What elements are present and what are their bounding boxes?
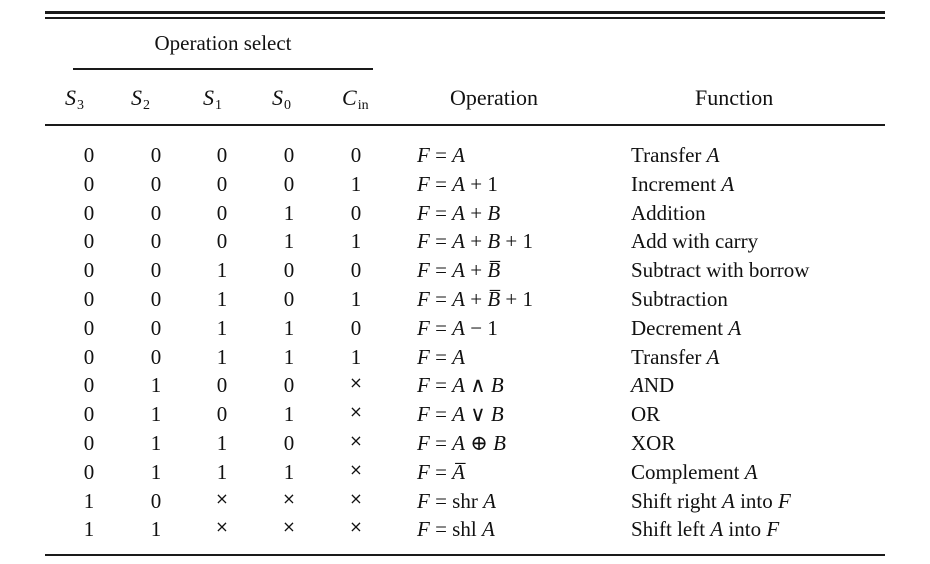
cell-s3: 0	[83, 258, 95, 283]
cell-s1: 0	[216, 143, 228, 167]
cell-s2: 1	[150, 402, 162, 427]
cell-operation: F = A + B̅	[417, 258, 501, 283]
cell-cin: 0	[350, 200, 362, 225]
cell-s3: 0	[83, 402, 95, 427]
cell-s2: 1	[150, 459, 162, 484]
cell-cin: 1	[350, 171, 362, 196]
cell-cin: 0	[350, 315, 362, 340]
bottom-rule	[45, 554, 885, 556]
cell-cin: ×	[349, 459, 363, 479]
cell-s3: 0	[83, 171, 95, 196]
cell-operation: F = A + B̅ + 1	[417, 287, 534, 311]
header-operation: Operation	[450, 85, 538, 110]
cell-s2: 1	[150, 431, 162, 455]
cell-s0: 1	[283, 402, 295, 427]
cell-s0: ×	[282, 488, 296, 508]
cell-function: Add with carry	[631, 229, 759, 254]
cell-s0: 0	[283, 431, 295, 455]
cell-function: Complement A	[631, 459, 758, 484]
cell-s2: 0	[150, 229, 162, 254]
cell-s0: 0	[283, 171, 295, 196]
cell-function: Transfer A	[631, 143, 720, 167]
cell-operation: F = A + B	[417, 200, 501, 225]
cell-s3: 0	[83, 287, 95, 311]
cell-cin: ×	[349, 488, 363, 508]
cell-s1: 0	[216, 229, 228, 254]
cell-s3: 0	[83, 229, 95, 254]
header-cin: $C_{in}$	[342, 85, 369, 113]
header-rule	[45, 124, 885, 126]
cell-cin: ×	[349, 373, 363, 393]
cell-s0: 1	[283, 229, 295, 254]
cell-s0: ×	[282, 517, 296, 537]
cell-s2: 1	[150, 517, 162, 542]
header-s0: $S_0$	[272, 85, 291, 113]
cell-operation: F = A − 1	[417, 315, 498, 340]
cell-s0: 0	[283, 287, 295, 311]
cell-cin: 1	[350, 229, 362, 254]
cell-s1: 0	[216, 200, 228, 225]
cell-function: Increment A	[631, 171, 735, 196]
cell-cin: 1	[350, 287, 362, 311]
cell-s0: 1	[283, 459, 295, 484]
cell-operation: F = A	[417, 143, 465, 167]
cell-s2: 1	[150, 373, 162, 398]
cell-s3: 0	[83, 373, 95, 398]
table-row	[0, 517, 930, 545]
cell-cin: 1	[350, 344, 362, 369]
cell-operation: F = A̅	[417, 459, 465, 484]
cell-s1: 0	[216, 373, 228, 398]
top-double-rule-lower	[45, 17, 885, 19]
table-row	[0, 402, 930, 430]
table-row	[0, 143, 930, 171]
cell-operation: F = shl A	[417, 517, 495, 542]
table-row	[0, 373, 930, 401]
cell-s1: ×	[215, 517, 229, 537]
table-row	[0, 172, 930, 200]
cell-function: Addition	[631, 200, 706, 225]
cell-function: Decrement A	[631, 315, 742, 340]
cell-s3: 0	[83, 459, 95, 484]
cell-s3: 0	[83, 344, 95, 369]
cell-cin: 0	[350, 143, 362, 167]
header-s1: $S_1$	[203, 85, 222, 113]
header-function: Function	[695, 85, 774, 110]
cell-function: OR	[631, 402, 661, 427]
cell-cin: ×	[349, 402, 363, 422]
cell-s1: 1	[216, 431, 228, 455]
cell-s2: 0	[150, 258, 162, 283]
table-row	[0, 431, 930, 459]
table-row	[0, 345, 930, 373]
cell-s1: 1	[216, 287, 228, 311]
cell-function: AND	[631, 373, 675, 398]
cell-operation: F = A	[417, 344, 465, 369]
cell-s2: 0	[150, 143, 162, 167]
cell-s0: 0	[283, 258, 295, 283]
cell-cin: ×	[349, 517, 363, 537]
cell-operation: F = A + 1	[417, 171, 498, 196]
cell-s0: 0	[283, 373, 295, 398]
cell-s2: 0	[150, 287, 162, 311]
cell-s2: 0	[150, 200, 162, 225]
table-row	[0, 229, 930, 257]
table-row	[0, 489, 930, 517]
cell-s1: 1	[216, 258, 228, 283]
top-double-rule-upper	[45, 11, 885, 14]
cell-s2: 0	[150, 344, 162, 369]
cell-s0: 1	[283, 315, 295, 340]
cell-s0: 0	[283, 143, 295, 167]
cell-function: XOR	[631, 431, 676, 455]
cell-s3: 0	[83, 200, 95, 225]
cell-operation: F = shr A	[417, 488, 496, 513]
table-row	[0, 460, 930, 488]
cell-s2: 0	[150, 488, 162, 513]
cell-s0: 1	[283, 200, 295, 225]
cell-operation: F = A ∨ B	[417, 402, 504, 427]
table-row	[0, 258, 930, 286]
cell-s3: 0	[83, 143, 95, 167]
cell-function: Transfer A	[631, 344, 720, 369]
cell-cin: 0	[350, 258, 362, 283]
operation-select-underline	[73, 68, 373, 70]
cell-s1: ×	[215, 488, 229, 508]
cell-operation: F = A + B + 1	[417, 229, 534, 254]
operation-select-group-header: Operation select	[154, 31, 292, 55]
table-row	[0, 201, 930, 229]
cell-operation: F = A ∧ B	[417, 373, 504, 398]
cell-s3: 1	[83, 517, 95, 542]
cell-s1: 1	[216, 315, 228, 340]
cell-s0: 1	[283, 344, 295, 369]
cell-function: Subtraction	[631, 287, 728, 311]
cell-operation: F = A ⊕ B	[417, 431, 506, 455]
header-s2: $S_2$	[131, 85, 150, 113]
cell-s2: 0	[150, 315, 162, 340]
cell-s3: 0	[83, 431, 95, 455]
table-row	[0, 287, 930, 315]
cell-s1: 0	[216, 171, 228, 196]
cell-function: Shift right A into F	[631, 488, 791, 513]
table-row	[0, 316, 930, 344]
cell-s1: 1	[216, 459, 228, 484]
cell-s3: 0	[83, 315, 95, 340]
cell-s1: 0	[216, 402, 228, 427]
cell-s3: 1	[83, 488, 95, 513]
cell-cin: ×	[349, 431, 363, 450]
cell-function: Shift left A into F	[631, 517, 780, 542]
header-s3: $S_3$	[65, 85, 84, 113]
cell-s2: 0	[150, 171, 162, 196]
cell-s1: 1	[216, 344, 228, 369]
cell-function: Subtract with borrow	[631, 258, 810, 283]
